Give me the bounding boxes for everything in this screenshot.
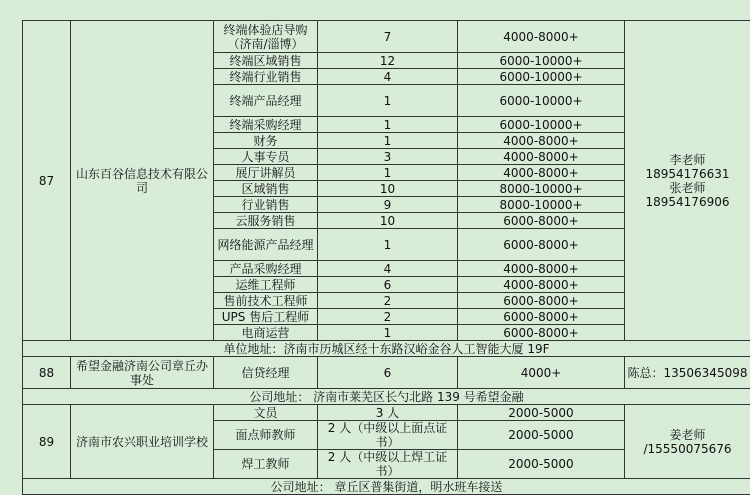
position-title: 文员 bbox=[214, 405, 318, 421]
position-count: 4 bbox=[318, 69, 458, 85]
position-title: 电商运营 bbox=[214, 325, 318, 341]
position-title: UPS 售后工程师 bbox=[214, 309, 318, 325]
position-count: 7 bbox=[318, 21, 458, 53]
contact-line: /15550075676 bbox=[627, 442, 748, 456]
company-name: 济南市农兴职业培训学校 bbox=[71, 405, 214, 479]
company-number: 87 bbox=[23, 21, 71, 341]
position-count: 10 bbox=[318, 213, 458, 229]
position-count: 1 bbox=[318, 325, 458, 341]
position-salary: 2000-5000 bbox=[458, 450, 625, 479]
job-listing-table bbox=[22, 20, 750, 495]
position-salary: 6000-8000+ bbox=[458, 325, 625, 341]
position-salary: 8000-10000+ bbox=[458, 197, 625, 213]
position-count: 2 bbox=[318, 293, 458, 309]
company-address: 公司地址： 济南市莱芜区长勺北路 139 号希望金融 bbox=[23, 389, 750, 405]
position-count: 2 bbox=[318, 309, 458, 325]
company-contact bbox=[625, 21, 750, 341]
position-title: 终端采购经理 bbox=[214, 117, 318, 133]
position-salary: 4000-8000+ bbox=[458, 21, 625, 53]
position-count: 3 人 bbox=[318, 405, 458, 421]
position-title: 运维工程师 bbox=[214, 277, 318, 293]
position-salary: 6000-10000+ bbox=[458, 69, 625, 85]
position-title: 终端区域销售 bbox=[214, 53, 318, 69]
position-count: 6 bbox=[318, 357, 458, 389]
position-salary: 8000-10000+ bbox=[458, 181, 625, 197]
position-title: 终端产品经理 bbox=[214, 85, 318, 117]
position-title: 终端体验店导购（济南/淄博） bbox=[214, 21, 318, 53]
position-count: 10 bbox=[318, 181, 458, 197]
position-salary: 2000-5000 bbox=[458, 405, 625, 421]
position-title: 区域销售 bbox=[214, 181, 318, 197]
position-salary: 4000-8000+ bbox=[458, 133, 625, 149]
position-count: 1 bbox=[318, 133, 458, 149]
position-title: 行业销售 bbox=[214, 197, 318, 213]
company-number: 88 bbox=[23, 357, 71, 389]
position-count: 1 bbox=[318, 85, 458, 117]
position-count: 4 bbox=[318, 261, 458, 277]
position-salary: 4000-8000+ bbox=[458, 261, 625, 277]
position-title: 财务 bbox=[214, 133, 318, 149]
company-contact: 陈总：13506345098 bbox=[625, 357, 750, 389]
position-title: 产品采购经理 bbox=[214, 261, 318, 277]
position-salary: 4000-8000+ bbox=[458, 149, 625, 165]
company-name: 山东百谷信息技术有限公司 bbox=[71, 21, 214, 341]
table-row bbox=[23, 21, 750, 53]
position-count: 12 bbox=[318, 53, 458, 69]
position-salary: 6000-10000+ bbox=[458, 85, 625, 117]
contact-line: 姜老师 bbox=[627, 428, 748, 442]
table-row bbox=[23, 341, 750, 357]
position-title: 人事专员 bbox=[214, 149, 318, 165]
contact-line: 张老师 18954176906 bbox=[627, 181, 748, 209]
position-salary: 6000-8000+ bbox=[458, 309, 625, 325]
position-salary: 4000+ bbox=[458, 357, 625, 389]
contact-line: 李老师 18954176631 bbox=[627, 153, 748, 181]
position-title: 网络能源产品经理 bbox=[214, 229, 318, 261]
position-title: 终端行业销售 bbox=[214, 69, 318, 85]
table-row bbox=[23, 357, 750, 389]
position-count: 1 bbox=[318, 229, 458, 261]
company-name: 希望金融济南公司章丘办事处 bbox=[71, 357, 214, 389]
position-salary: 4000-8000+ bbox=[458, 165, 625, 181]
position-count: 2 人（中级以上焊工证书） bbox=[318, 450, 458, 479]
company-contact bbox=[625, 405, 750, 479]
position-salary: 6000-10000+ bbox=[458, 117, 625, 133]
position-salary: 6000-8000+ bbox=[458, 229, 625, 261]
position-title: 云服务销售 bbox=[214, 213, 318, 229]
position-salary: 6000-8000+ bbox=[458, 293, 625, 309]
position-salary: 2000-5000 bbox=[458, 421, 625, 450]
position-salary: 6000-8000+ bbox=[458, 213, 625, 229]
position-count: 6 bbox=[318, 277, 458, 293]
position-count: 2 人（中级以上面点证书） bbox=[318, 421, 458, 450]
position-title: 展厅讲解员 bbox=[214, 165, 318, 181]
table-row bbox=[23, 389, 750, 405]
company-number: 89 bbox=[23, 405, 71, 479]
company-address: 单位地址：济南市历城区经十东路汉峪金谷人工智能大厦 19F bbox=[23, 341, 750, 357]
position-title: 信贷经理 bbox=[214, 357, 318, 389]
position-salary: 4000-8000+ bbox=[458, 277, 625, 293]
position-count: 9 bbox=[318, 197, 458, 213]
position-title: 焊工教师 bbox=[214, 450, 318, 479]
table-row bbox=[23, 405, 750, 421]
position-title: 面点师教师 bbox=[214, 421, 318, 450]
position-salary: 6000-10000+ bbox=[458, 53, 625, 69]
company-address: 公司地址： 章丘区普集街道，明水班车接送 bbox=[23, 479, 750, 495]
position-count: 1 bbox=[318, 117, 458, 133]
position-count: 1 bbox=[318, 165, 458, 181]
position-title: 售前技术工程师 bbox=[214, 293, 318, 309]
position-count: 3 bbox=[318, 149, 458, 165]
table-row bbox=[23, 479, 750, 495]
